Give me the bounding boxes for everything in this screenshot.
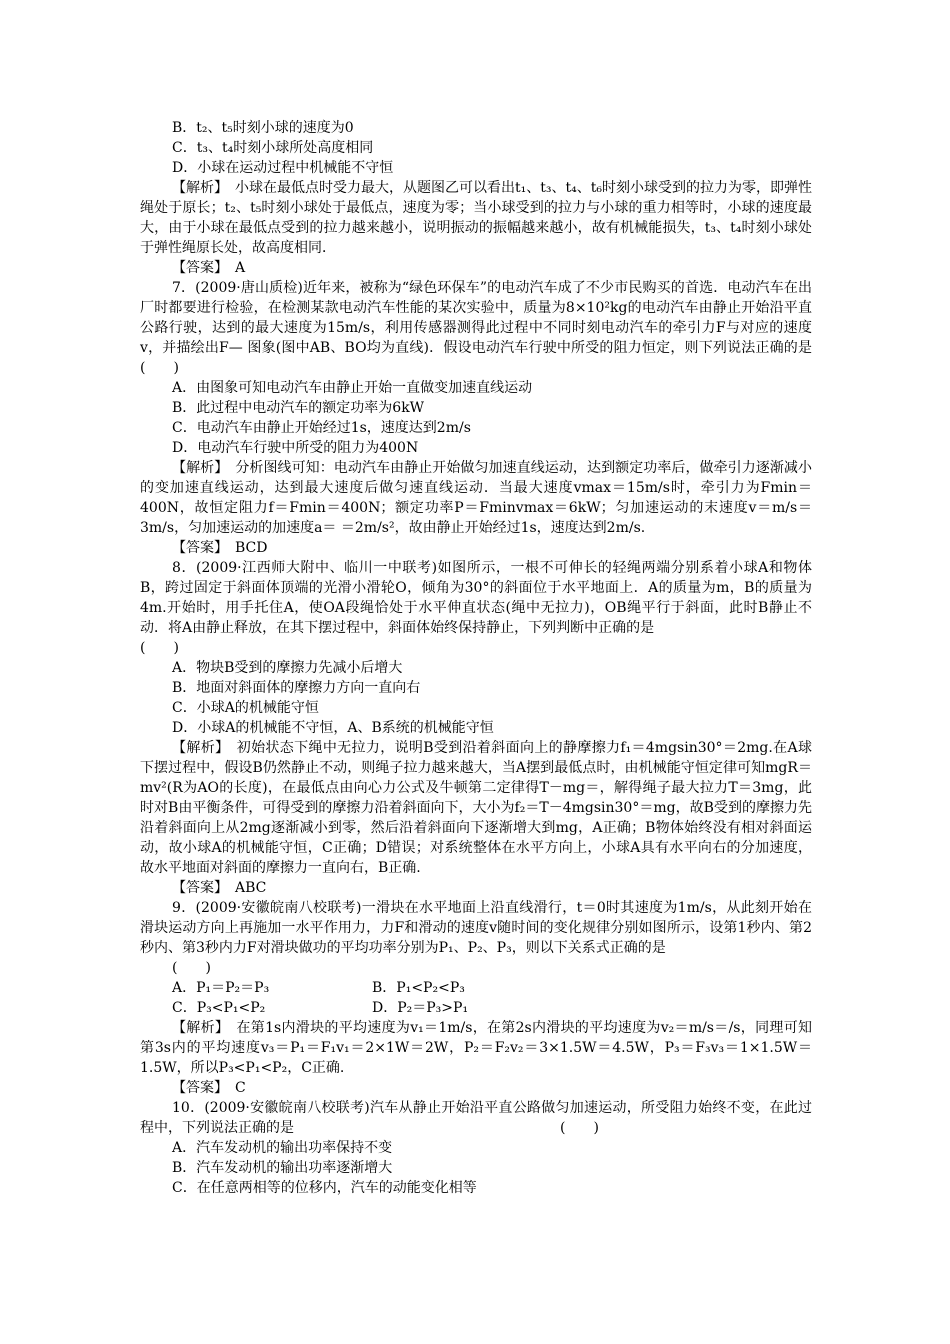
option-row: [140, 978, 812, 998]
paragraph: 【解析】 在第1s内滑块的平均速度为v₁＝1m/s，在第2s内滑块的平均速度为v₂＝m/s＝/s，同理可知第3s内的平均速度v₃＝P₁＝F₁v₁＝2×1W＝2W，P₂＝F₂v₂＝3×1.5W＝4.5W，P₃＝F₃v₃＝1×1.5W＝1.5W，所以P₃<P₁<P₂，C正确.: [140, 1020, 812, 1076]
paragraph: 【解析】 初始状态下绳中无拉力，说明B受到沿着斜面向上的静摩擦力f₁＝4mgsin30°＝2mg.在A球下摆过程中，假设B仍然静止不动，则绳子拉力越来越大，当A摆到最低点时，由机械能守恒定律可知mgR＝mv²(R为AO的长度)，在最低点由向心力公式及牛顿第二定律得T－mg＝，解得绳子最大拉力T＝3mg，此时对B由平衡条件，可得受到的摩擦力沿着斜面向下，大小为f₂＝T－4mgsin30°＝mg，故B受到的摩擦力先沿着斜面向上从2mg逐渐减小到零，然后沿着斜面向下逐渐增大到mg，A正确；B物体始终没有相对斜面运动，故小球A的机械能守恒，C正确；D错误；对系统整体在水平方向上，小球A具有水平向右的分加速度，故水平地面对斜面的摩擦力一直向右，B正确.: [140, 740, 812, 876]
paragraph: 【答案】 A: [172, 260, 246, 276]
option-line: C．t₃、t₄时刻小球所处高度相同: [172, 140, 374, 156]
option-line: B．地面对斜面体的摩擦力方向一直向右: [172, 680, 421, 696]
paragraph: 10．(2009·安徽皖南八校联考)汽车从静止开始沿平直公路做匀加速运动，所受阻力始终不变，在此过程中，下列说法正确的是 ( ): [140, 1100, 812, 1136]
option-right: B．P₁<P₂<P₃: [372, 980, 465, 996]
option-line: A．物块B受到的摩擦力先减小后增大: [172, 660, 403, 676]
paragraph: 【答案】 BCD: [172, 540, 268, 556]
option-line: A．汽车发动机的输出功率保持不变: [172, 1140, 393, 1156]
option-line: B．此过程中电动汽车的额定功率为6kW: [172, 400, 425, 416]
option-line: D．电动汽车行驶中所受的阻力为400N: [172, 440, 419, 456]
paragraph: 8．(2009·江西师大附中、临川一中联考)如图所示，一根不可伸长的轻绳两端分别系着小球A和物体B，跨过固定于斜面体顶端的光滑小滑轮O，倾角为30°的斜面位于水平地面上．A的质量为m，B的质量为4m.开始时，用手托住A，使OA段绳恰处于水平伸直状态(绳中无拉力)，OB绳平行于斜面，此时B静止不动．将A由静止释放，在其下摆过程中，斜面体始终保持静止，下列判断中正确的是: [140, 560, 812, 636]
option-line: ( ): [172, 960, 211, 976]
option-line: C．电动汽车由静止开始经过1s，速度达到2m/s: [172, 420, 471, 436]
option-left: C．P₃<P₁<P₂: [172, 1000, 266, 1016]
paragraph: 9．(2009·安徽皖南八校联考)一滑块在水平地面上沿直线滑行，t＝0时其速度为1m/s，从此刻开始在滑块运动方向上再施加一水平作用力，力F和滑动的速度v随时间的变化规律分别如图所示，设第1秒内、第2秒内、第3秒内力F对滑块做功的平均功率分别为P₁、P₂、P₃，则以下关系式正确的是: [140, 900, 812, 956]
paragraph: 【解析】 分析图线可知：电动汽车由静止开始做匀加速直线运动，达到额定功率后，做牵引力逐渐减小的变加速直线运动，达到最大速度后做匀速直线运动．当最大速度vmax＝15m/s时，牵引力为Fmin＝400N，故恒定阻力f＝Fmin＝400N；额定功率P＝Fminvmax＝6kW；匀加速运动的末速度v＝m/s＝3m/s，匀加速运动的加速度a＝ ＝2m/s²，故由静止开始经过1s，速度达到2m/s.: [140, 460, 812, 536]
answer-bracket: ( ): [140, 640, 179, 656]
option-line: D．小球A的机械能不守恒，A、B系统的机械能守恒: [172, 720, 494, 736]
paragraph: 【解析】 小球在最低点时受力最大，从题图乙可以看出t₁、t₃、t₄、t₆时刻小球受到的拉力为零，即弹性绳处于原长；t₂、t₅时刻小球处于最低点，速度为零；当小球受到的拉力与小球的重力相等时，小球的速度最大，由于小球在最低点受到的拉力越来越小，说明振动的振幅越来越小，故有机械能损失，t₃、t₄时刻小球处于弹性绳原长处，故高度相同．: [140, 180, 812, 256]
option-line: C．在任意两相等的位移内，汽车的动能变化相等: [172, 1180, 477, 1196]
option-left: A．P₁＝P₂＝P₃: [172, 980, 270, 996]
option-line: C．小球A的机械能守恒: [172, 700, 319, 716]
option-line: D．小球在运动过程中机械能不守恒: [172, 160, 394, 176]
paragraph: 【答案】 C: [172, 1080, 246, 1096]
option-line: B．汽车发动机的输出功率逐渐增大: [172, 1160, 393, 1176]
document-page: [140, 118, 854, 1198]
paragraph: 7．(2009·唐山质检)近年来，被称为“绿色环保车”的电动汽车成了不少市民购买的首选．电动汽车在出厂时都要进行检验，在检测某款电动汽车性能的某次实验中，质量为8×10²kg的电动汽车由静止开始沿平直公路行驶，达到的最大速度为15m/s，利用传感器测得此过程中不同时刻电动汽车的牵引力F与对应的速度v，并描绘出F— 图象(图中AB、BO均为直线)．假设电动汽车行驶中所受的阻力恒定，则下列说法正确的是 ( ): [140, 280, 854, 376]
option-line: B．t₂、t₅时刻小球的速度为0: [172, 120, 354, 136]
paragraph: 【答案】 ABC: [172, 880, 267, 896]
option-line: A．由图象可知电动汽车由静止开始一直做变加速直线运动: [172, 380, 533, 396]
option-right: D．P₂＝P₃>P₁: [372, 1000, 469, 1016]
option-row: [140, 998, 812, 1018]
